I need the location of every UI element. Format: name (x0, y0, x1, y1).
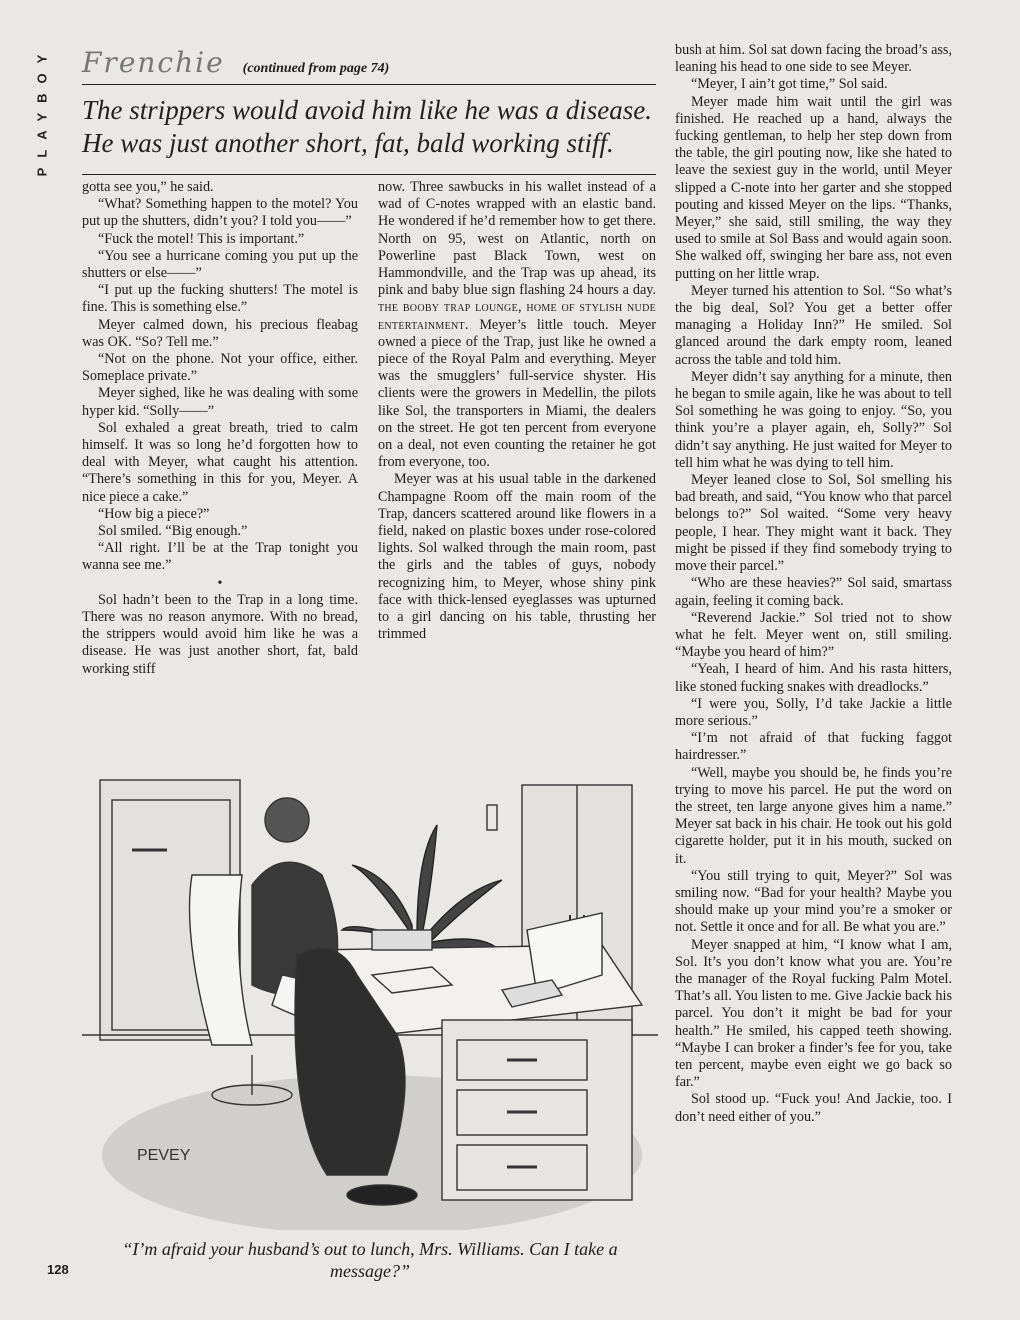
paragraph: “Meyer, I ain’t got time,” Sol said. (691, 76, 888, 93)
paragraph: “What? Something happen to the motel? You put up the shutters, didn’t you? I told you——” (82, 196, 358, 230)
paragraph: “Well, maybe you should be, he finds you’re trying to move his parcel. He put the word on the street, ten large anyone gives him a name.” Meyer sat back in his chair. He took out his gold cigarette holder, put it in his mouth, sucked on it. (675, 764, 952, 867)
paragraph: “I were you, Solly, I’d take Jackie a little more serious.” (675, 695, 952, 729)
office-cartoon (82, 735, 658, 1230)
magazine-side-label (30, 44, 54, 194)
side-label-text: PLAYBOY (34, 44, 50, 177)
paragraph-text: Meyer’s little touch. Meyer owned a piece of the Trap, just like he owned a piece of the Royal Palm and everything. Meyer was the smugglers’ full-service shyster. His clients were the growers in Medellin, the pilots like Sol, the transporters in Miami, the dealers on the street. He got ten percent from everyone on a deal, not even counting the retainer he got from everyone, too. (378, 316, 656, 471)
page-number: 128 (47, 1262, 69, 1277)
paragraph: “All right. I’ll be at the Trap tonight you wanna see me.” (82, 540, 358, 574)
paragraph: “I put up the fucking shutters! The motel is fine. This is something else.” (82, 282, 358, 316)
cartoonist-signature: PEVEY (137, 1147, 191, 1164)
paragraph: “I’m not afraid of that fucking faggot hairdresser.” (675, 730, 952, 764)
paragraph: Meyer made him wait until the girl was finished. He reached up a hand, always the fucking gentleman, to help her step down from the table, the girl pouting now, like she hated to leave the sexiest guy in the world, until Meyer slipped a C-note into her garter and she stopped pouting and kissed Meyer on the lips. “Thanks, Meyer,” she said, still smiling, the way they used to smile at Sol Bass and would again soon. She walked off, swinging her bare ass, not even putting on her little wrap. (675, 93, 952, 282)
paragraph (378, 179, 656, 471)
paragraph: Meyer turned his attention to Sol. “So what’s the big deal, Sol? You get a better offer managing a Holiday Inn?” He smiled. Sol glanced around the dark empty room, leaned across the table and told him. (675, 282, 952, 368)
paragraph: Sol exhaled a great breath, tried to calm himself. It was so long he’d forgotten how to deal with Meyer, what caught his attention. “There’s something in this for you, Meyer. A nice piece a cake.” (82, 419, 358, 505)
paragraph: Meyer leaned close to Sol, Sol smelling his bad breath, and said, “You know who that parcel belongs to?” Sol waited. “Some very heavy people, I hear. They might want it back. They might be pissed if they find somebody trying to move their parcel.” (675, 472, 952, 575)
pull-quote-rule (82, 174, 656, 175)
paragraph: “Fuck the motel! This is important.” (98, 230, 305, 247)
section-break-bullet: • (217, 575, 223, 591)
cartoon-caption: “I’m afraid your husband’s out to lunch, Mrs. Williams. Can I take a message?” (122, 1239, 618, 1281)
paragraph: “Reverend Jackie.” Sol tried not to show what he felt. Meyer went on, still smiling. “Maybe you heard of him?” (675, 609, 952, 661)
text-column-2 (378, 179, 656, 643)
paragraph: bush at him. Sol sat down facing the broad’s ass, leaning his head to one side to see Meyer. (675, 42, 952, 76)
section-header (82, 46, 654, 82)
section-title: Frenchie (82, 46, 225, 79)
paragraph: gotta see you,” he said. (82, 179, 214, 195)
paragraph: Sol stood up. “Fuck you! And Jackie, too. I don’t need either of you.” (675, 1091, 952, 1125)
sign-text: the booby trap lounge, home of stylish nude entertainment. (378, 299, 656, 333)
paragraph: “Yeah, I heard of him. And his rasta hitters, like stoned fucking snakes with dreadlocks.” (675, 661, 952, 695)
paragraph: Meyer calmed down, his precious fleabag was OK. “So? Tell me.” (82, 316, 358, 350)
paragraph: Meyer snapped at him, “I know what I am, Sol. It’s you don’t know what you are. You’re the manager of the Royal fucking Palm Motel. That’s all. You listen to me. Give Jackie back his parcel. You don’t it might be bad for your health.” He smiled, his capped teeth showing. “Maybe I can broker a finder’s fee for you, take ten percent, maybe even eight we go back so far.” (675, 936, 952, 1091)
paragraph: Meyer didn’t say anything for a minute, then he began to smile again, like he was about to tell Sol something he was going to enjoy. “So, you think you’re a player again, eh, Solly?” Sol didn’t say anything. He just waited for Meyer to tell him what he was dying to tell him. (675, 368, 952, 471)
paragraph: Sol hadn’t been to the Trap in a long time. There was no reason anymore. With no bread, the strippers would avoid him like he was a disease. He was just another short, fat, bald working stiff (82, 591, 358, 677)
text-column-1 (82, 179, 358, 678)
paragraph: Sol smiled. “Big enough.” (98, 523, 248, 540)
paragraph: “How big a piece?” (98, 505, 210, 522)
text-column-3 (675, 42, 952, 1126)
paragraph: “You still trying to quit, Meyer?” Sol was smiling now. “Bad for your health? Maybe you should make up your mind you’re a smoker or not. Settle it once and for all. Be what you are.” (675, 867, 952, 936)
paragraph: “You see a hurricane coming you put up the shutters or else——” (82, 247, 358, 282)
continued-note: (continued from page 74) (242, 61, 390, 76)
pull-quote: The strippers would avoid him like he was a disease. He was just another short, fat, bald working stiff. (82, 95, 652, 158)
header-rule (82, 84, 656, 85)
paragraph: “Not on the phone. Not your office, either. Someplace private.” (82, 351, 358, 385)
paragraph: Meyer was at his usual table in the darkened Champagne Room off the main room of the Trap, dancers scattered around like flowers in a field, naked on plastic boxes under rose-colored lights. Sol walked through the main room, past the girls and the tables of guys, nobody recognizing him, to Meyer, whose shiny pink face with thick-lensed eyeglasses was upturned to a girl dancing on his table, thrusting her trimmed (378, 471, 656, 643)
paragraph-text: now. Three sawbucks in his wallet instead of a wad of C-notes wrapped with an elastic band. He wondered if he’d remember how to get there. North on 95, west on Atlantic, north on Powerline past Black Town, west on Hammondville, and the Trap was up ahead, its pink and baby blue sign flashing 24 hours a day. (378, 179, 656, 299)
paragraph: “Who are these heavies?” Sol said, smartass again, feeling it coming back. (675, 575, 952, 609)
paragraph: Meyer sighed, like he was dealing with some hyper kid. “Solly——” (82, 385, 358, 419)
